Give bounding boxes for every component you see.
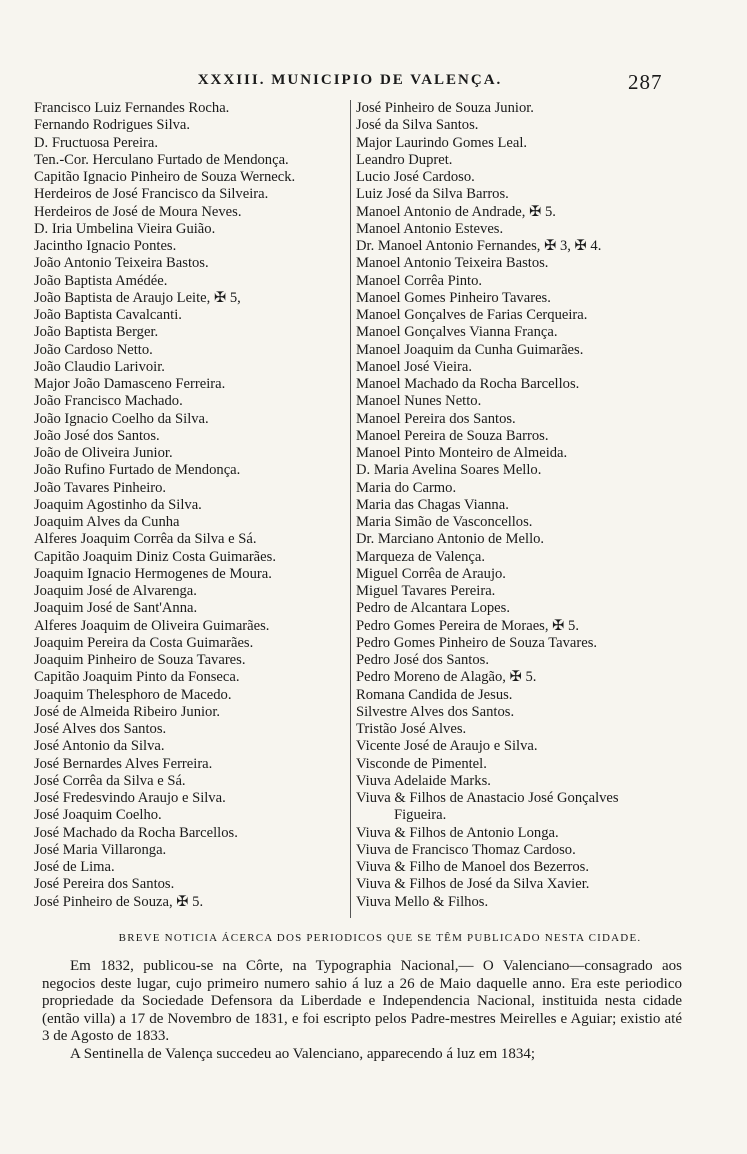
list-item: Manoel Gomes Pinheiro Tavares.: [356, 289, 551, 306]
list-item: Manoel Antonio Esteves.: [356, 220, 504, 237]
list-item: Lucio José Cardoso.: [356, 169, 475, 185]
section-body: [42, 958, 682, 1063]
left-name-column: [34, 100, 346, 911]
list-item: José Maria Villaronga.: [34, 841, 167, 858]
list-item: Viuva & Filhos de Antonio Longa.: [356, 824, 559, 841]
list-item: Romana Candida de Jesus.: [356, 686, 513, 703]
list-item: Maria do Carmo.: [356, 479, 457, 496]
list-item: Manoel José Vieira.: [356, 358, 472, 375]
list-item: Silvestre Alves dos Santos.: [356, 703, 515, 720]
list-item: Manoel Antonio de Andrade, ✠ 5.: [356, 203, 556, 220]
list-item: José de Lima.: [34, 859, 115, 875]
list-item: Viuva & Filhos de Anastacio José Gonçalves: [356, 790, 619, 806]
list-item: Joaquim Ignacio Hermogenes de Moura.: [34, 565, 272, 582]
list-item: João Cardoso Netto.: [34, 341, 153, 358]
list-item: Joaquim José de Alvarenga.: [34, 583, 197, 599]
list-item: Ten.-Cor. Herculano Furtado de Mendonça.: [34, 151, 289, 168]
list-item: D. Fructuosa Pereira.: [34, 134, 159, 151]
list-item: Manoel Gonçalves de Farias Cerqueira.: [356, 307, 588, 323]
list-item: Alferes Joaquim de Oliveira Guimarães.: [34, 617, 270, 634]
page-number: 287: [628, 70, 663, 94]
list-item: José Corrêa da Silva e Sá.: [34, 772, 186, 789]
list-item: José Alves dos Santos.: [34, 721, 167, 737]
list-item: Viuva Adelaide Marks.: [356, 772, 491, 789]
list-item: Figueira.: [394, 807, 447, 824]
list-item: Marqueza de Valença.: [356, 548, 485, 565]
list-item: Joaquim Pereira da Costa Guimarães.: [34, 634, 254, 651]
column-divider: [350, 100, 351, 918]
list-item: Joaquim Agostinho da Silva.: [34, 496, 202, 513]
list-item: Viuva & Filhos de José da Silva Xavier.: [356, 876, 590, 893]
list-item: José Fredesvindo Araujo e Silva.: [34, 790, 226, 806]
list-item: Francisco Luiz Fernandes Rocha.: [34, 100, 230, 116]
list-item: Viuva & Filho de Manoel dos Bezerros.: [356, 859, 589, 875]
list-item: José Machado da Rocha Barcellos.: [34, 824, 238, 841]
list-item: João de Oliveira Junior.: [34, 445, 173, 461]
list-item: João Ignacio Coelho da Silva.: [34, 410, 209, 427]
list-item: Manoel Pereira dos Santos.: [356, 410, 516, 427]
list-item: Dr. Marciano Antonio de Mello.: [356, 531, 545, 548]
list-item: Pedro Gomes Pinheiro de Souza Tavares.: [356, 634, 598, 651]
list-item: Joaquim Alves da Cunha: [34, 514, 180, 530]
list-item: Tristão José Alves.: [356, 721, 467, 737]
list-item: Herdeiros de José Francisco da Silveira.: [34, 186, 269, 203]
section-heading: BREVE NOTICIA ÁCERCA DOS PERIODICOS QUE SE TÊM PUBLICADO NESTA CIDADE.: [118, 932, 642, 944]
list-item: Luiz José da Silva Barros.: [356, 186, 509, 203]
list-item: Capitão Ignacio Pinheiro de Souza Werneck.: [34, 169, 296, 185]
list-item: Miguel Corrêa de Araujo.: [356, 565, 506, 582]
list-item: Joaquim Pinheiro de Souza Tavares.: [34, 652, 246, 668]
list-item: João Claudio Larivoir.: [34, 358, 165, 375]
list-item: Manoel Nunes Netto.: [356, 393, 482, 410]
list-item: Vicente José de Araujo e Silva.: [356, 738, 538, 755]
list-item: Alferes Joaquim Corrêa da Silva e Sá.: [34, 531, 257, 548]
list-item: Joaquim Thelesphoro de Macedo.: [34, 686, 232, 703]
right-name-column: [356, 100, 696, 911]
list-item: Manoel Corrêa Pinto.: [356, 272, 483, 289]
list-item: José da Silva Santos.: [356, 117, 479, 134]
list-item: João Francisco Machado.: [34, 393, 183, 410]
list-item: D. Iria Umbelina Vieira Guião.: [34, 220, 216, 237]
list-item: Viuva de Francisco Thomaz Cardoso.: [356, 841, 576, 858]
list-item: José de Almeida Ribeiro Junior.: [34, 703, 221, 720]
list-item: João Baptista de Araujo Leite, ✠ 5,: [34, 289, 241, 306]
list-item: José Bernardes Alves Ferreira.: [34, 755, 213, 772]
list-item: Dr. Manoel Antonio Fernandes, ✠ 3, ✠ 4.: [356, 238, 602, 254]
list-item: José Pinheiro de Souza Junior.: [356, 100, 534, 116]
list-item: João Rufino Furtado de Mendonça.: [34, 462, 241, 479]
list-item: Miguel Tavares Pereira.: [356, 583, 496, 599]
list-item: Viuva Mello & Filhos.: [356, 893, 489, 910]
list-item: Capitão Joaquim Pinto da Fonseca.: [34, 669, 240, 686]
running-header: XXXIII. MUNICIPIO DE VALENÇA.: [197, 72, 503, 88]
list-item: D. Maria Avelina Soares Mello.: [356, 462, 542, 479]
list-item: Maria Simão de Vasconcellos.: [356, 514, 533, 530]
list-item: Major João Damasceno Ferreira.: [34, 376, 226, 392]
list-item: José Pereira dos Santos.: [34, 876, 175, 893]
list-item: Pedro José dos Santos.: [356, 652, 489, 668]
list-item: Manoel Machado da Rocha Barcellos.: [356, 376, 580, 392]
list-item: Capitão Joaquim Diniz Costa Guimarães.: [34, 548, 276, 565]
list-item: Leandro Dupret.: [356, 151, 453, 168]
list-item: Pedro Gomes Pereira de Moraes, ✠ 5.: [356, 617, 579, 634]
list-item: Manoel Gonçalves Vianna França.: [356, 324, 558, 341]
list-item: João José dos Santos.: [34, 427, 160, 444]
paragraph-2: A Sentinella de Valença succedeu ao Valenciano, apparecendo á luz em 1834;: [70, 1045, 536, 1062]
list-item: João Baptista Cavalcanti.: [34, 307, 182, 323]
list-item: Pedro de Alcantara Lopes.: [356, 600, 510, 617]
list-item: Fernando Rodrigues Silva.: [34, 117, 191, 134]
list-item: Manoel Pereira de Souza Barros.: [356, 427, 549, 444]
list-item: Pedro Moreno de Alagão, ✠ 5.: [356, 669, 537, 686]
list-item: Major Laurindo Gomes Leal.: [356, 134, 528, 151]
list-item: José Pinheiro de Souza, ✠ 5.: [34, 893, 204, 910]
list-item: Joaquim José de Sant'Anna.: [34, 600, 198, 617]
list-item: Manoel Pinto Monteiro de Almeida.: [356, 445, 568, 461]
list-item: João Antonio Teixeira Bastos.: [34, 255, 209, 272]
list-item: João Tavares Pinheiro.: [34, 479, 167, 496]
paragraph-1: Em 1832, publicou-se na Côrte, na Typographia Nacional,— O Valenciano—consagrado aos negocios deste lugar, cujo primeiro numero sahio á luz a 26 de Maio daquelle anno. Era este periodico propriedade da Sociedade Defensora da Liberdade e Independencia Nacional, instituida nesta cidade (então villa) a 17 de Novembro de 1831, e foi escripto pelos Padre-mestres Meirelles e Aguiar; existio até 3 de Agosto de 1833.: [42, 958, 682, 1044]
list-item: João Baptista Berger.: [34, 324, 159, 341]
list-item: Manoel Antonio Teixeira Bastos.: [356, 255, 549, 272]
list-item: Manoel Joaquim da Cunha Guimarães.: [356, 341, 584, 358]
list-item: João Baptista Amédée.: [34, 272, 168, 289]
list-item: Jacintho Ignacio Pontes.: [34, 238, 177, 254]
list-item: Herdeiros de José de Moura Neves.: [34, 203, 242, 220]
list-item: Visconde de Pimentel.: [356, 755, 487, 772]
list-item: José Joaquim Coelho.: [34, 807, 162, 824]
list-item: Maria das Chagas Vianna.: [356, 496, 509, 513]
list-item: José Antonio da Silva.: [34, 738, 165, 755]
